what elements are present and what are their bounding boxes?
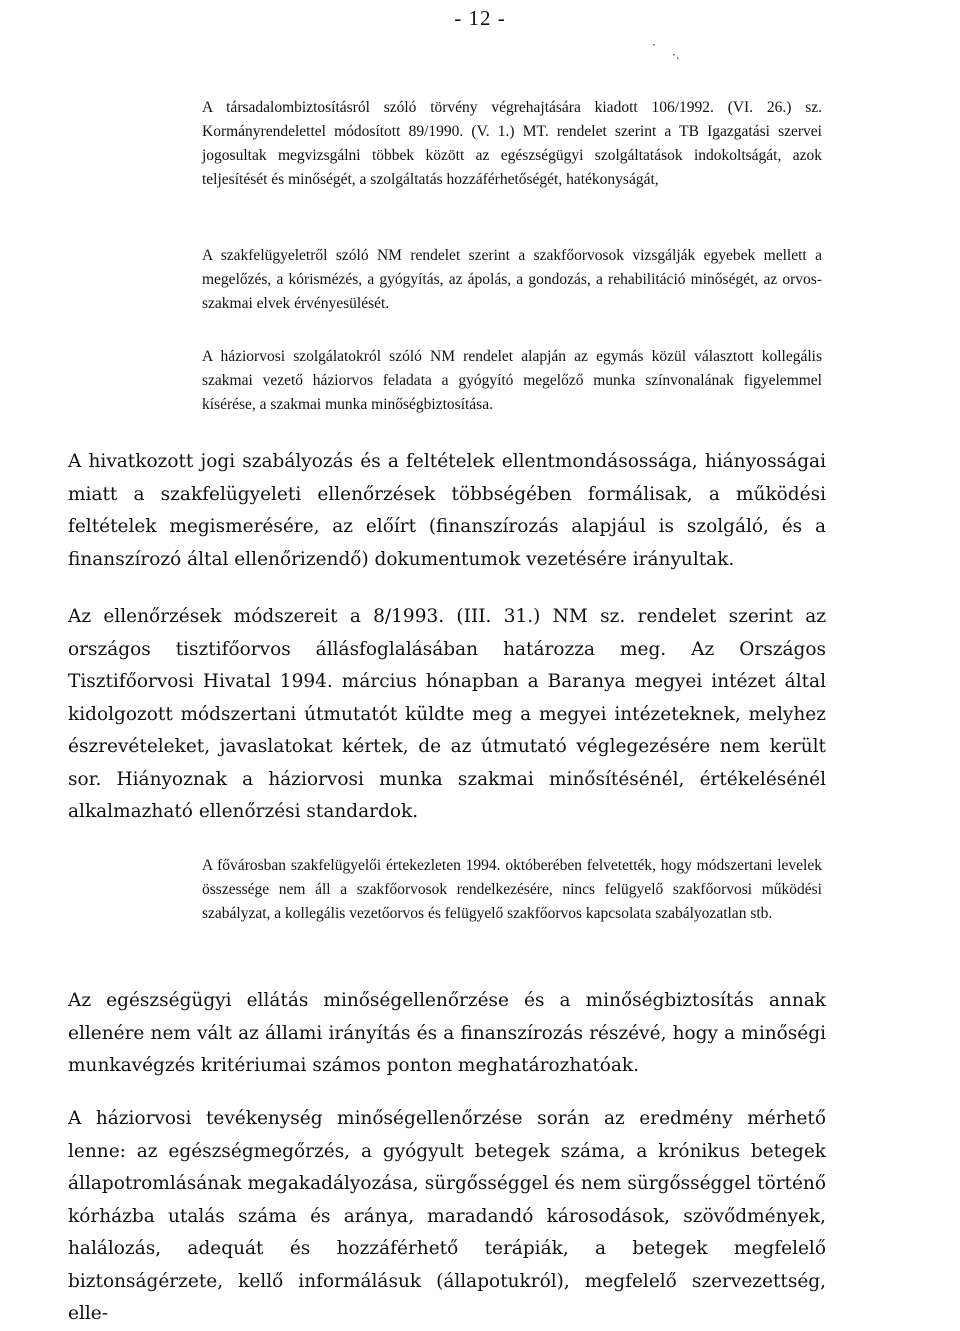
scan-speck-mark: ·. — [672, 48, 680, 62]
paragraph-inspection-methods: Az ellenőrzések módszereit a 8/1993. (III. 31.) NM sz. rendelet szerint az országos tisztifőorvos állásfoglalásában határozza meg. Az Országos Tisztifőorvosi Hivatal 1994. március hónapban a Baranya megyei intézet által kidolgozott módszertani útmutatót küldte meg a megyei intézeteknek, melyhez észrevételeket, javaslatokat kértek, de az útmutató véglegezésére nem került sor. Hiányoznak a háziorvosi munka szakmai minősítésénél, értékelésénél alkalmazható ellenőrzési standardok. — [68, 606, 826, 822]
paragraph-capital-meeting: A fővárosban szakfelügyelői értekezleten 1994. októberében felvetették, hogy módszertani levelek összessége nem áll a szakfőorvosok rendelkezésére, nincs felügyelő szakfőorvosi működési szabályzat, a kollegális vezetőorvos és felügyelő szakfőorvos kapcsolata szabályozatlan stb. — [202, 857, 822, 922]
paragraph-quality-control: Az egészségügyi ellátás minőségellenőrzése és a minőségbiztosítás annak ellenére nem vált az állami irányítás és a finanszírozás részévé, hogy a minőségi munkavégzés kritériumai számos ponton meghatározhatóak. — [68, 990, 826, 1076]
paragraph-tb-regulation: A társadalombiztosításról szóló törvény végrehajtására kiadott 106/1992. (VI. 26.) sz. Kormányrendelettel módosított 89/1990. (V. 1.) MT. rendelet szerint a TB Igazgatási szervei jogosultak megvizsgálni többek között az egészségügyi szolgáltatások indokoltságát, azok teljesítését és minőségét, a szolgáltatás hozzáférhetőségét, hatékonyságát, — [202, 99, 822, 188]
paragraph-gp-services: A háziorvosi szolgálatokról szóló NM rendelet alapján az egymás közül választott kollegális szakmai vezető háziorvos feladata a gyógyító megelőző munka színvonalának figyelemmel kísérése, a szakmai munka minőségbiztosítása. — [202, 348, 822, 413]
page-number: - 12 - — [454, 6, 506, 30]
scan-speck-mark: · — [652, 38, 656, 52]
paragraph-gp-quality-measurement: A háziorvosi tevékenység minőségellenőrzése során az eredmény mérhető lenne: az egészségmegőrzés, a gyógyult betegek száma, a krónikus betegek állapotromlásának megakadályozása, sürgősséggel és nem sürgősséggel történő kórházba utalás száma és aránya, maradandó károsodások, szövődmények, halálozás, adequát és hozzáférhető terápiák, a betegek megfelelő biztonságérzete, kellő informálásuk (állapotukról), megfelelő szervezettség, elle- — [68, 1108, 826, 1324]
paragraph-specialist-supervision: A szakfelügyeletről szóló NM rendelet szerint a szakfőorvosok vizsgálják egyebek mellett a megelőzés, a kórismézés, a gyógyítás, az ápolás, a gondozás, a rehabilitáció minőségét, az orvos-szakmai elvek érvényesülését. — [202, 247, 822, 312]
paragraph-regulatory-contradictions: A hivatkozott jogi szabályozás és a feltételek ellentmondásossága, hiányosságai miatt a szakfelügyeleti ellenőrzések többségében formálisak, a működési feltételek megismerésére, az előírt (finanszírozás alapjául is szolgáló, és a finanszírozó által ellenőrizendő) dokumentumok vezetésére irányultak. — [68, 451, 826, 570]
